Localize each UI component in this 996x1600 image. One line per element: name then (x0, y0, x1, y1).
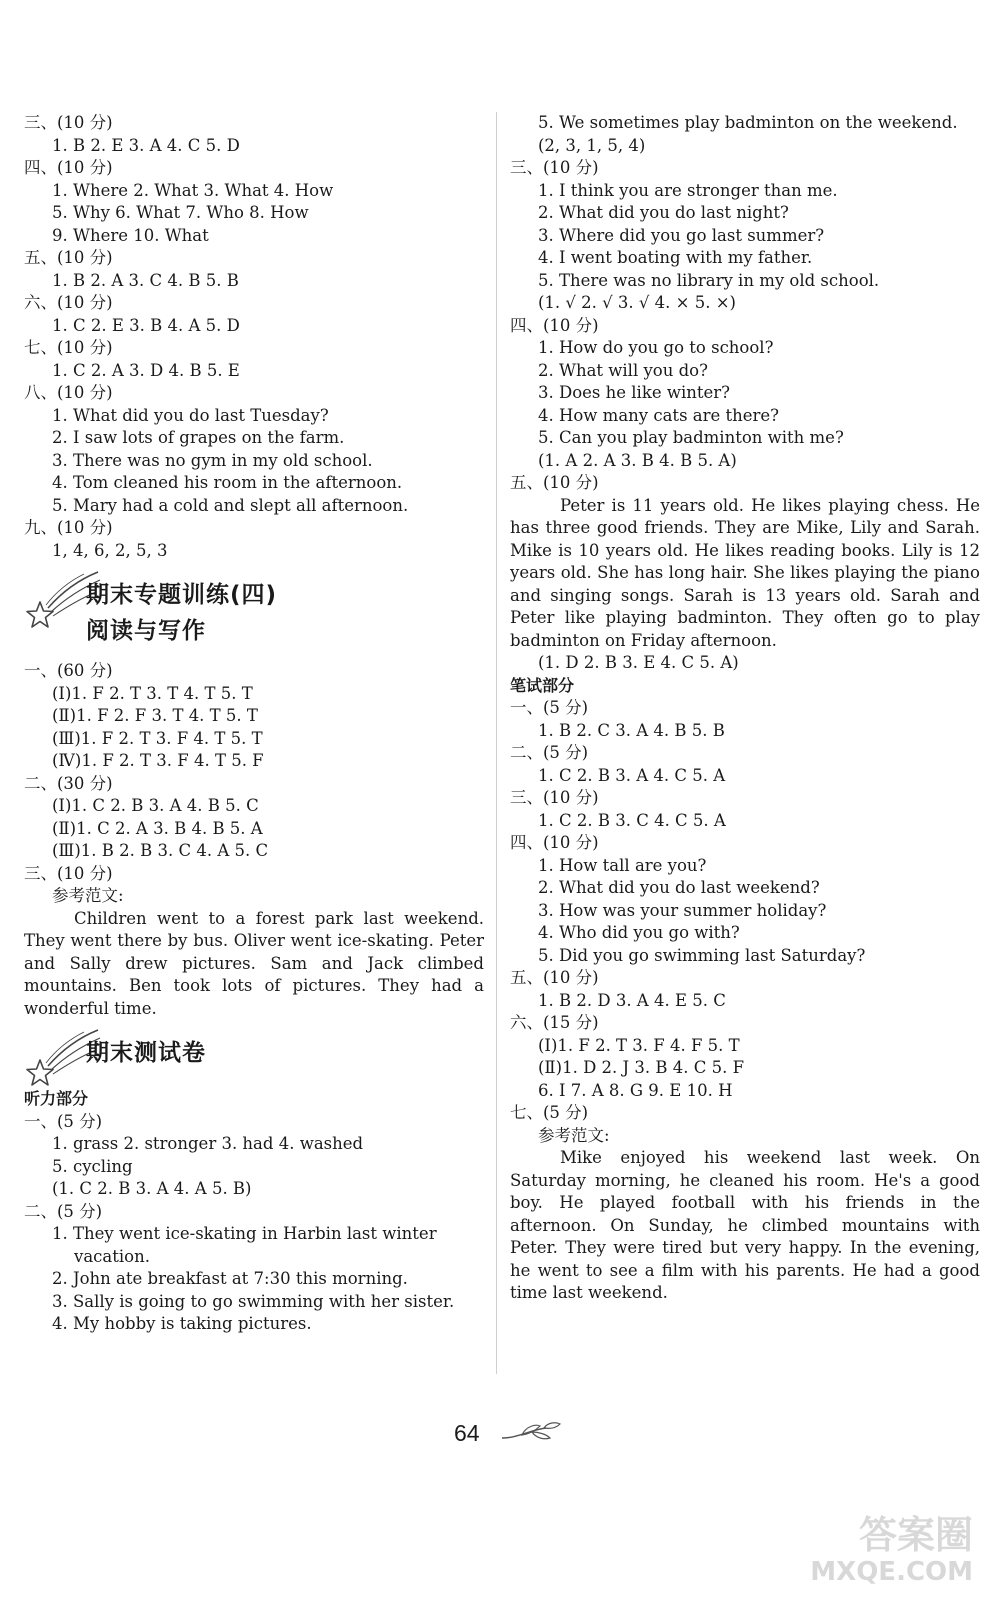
answer-line: 4. Who did you go with? (538, 923, 740, 942)
question-heading: 二、(5 分) (510, 743, 589, 762)
answer-line: 1. B 2. A 3. C 4. B 5. B (52, 270, 239, 290)
watermark-line2: MXQE.COM (810, 1557, 973, 1586)
answer-line: 3. Sally is going to go swimming with her sister. (52, 1291, 455, 1311)
answer-line: 5. Did you go swimming last Saturday? (538, 945, 866, 965)
section-title (24, 1026, 484, 1084)
answer-line: 1. C 2. A 3. D 4. B 5. E (52, 360, 240, 380)
answer-line: 1. C 2. B 3. A 4. C 5. A (538, 765, 726, 785)
answer-line: 1. I think you are stronger than me. (538, 180, 838, 200)
answer-line: 5. Mary had a cold and slept all afternoon. (52, 495, 409, 515)
answer-line: 3. How was your summer holiday? (538, 900, 827, 920)
answer-line: 5. Why 6. What 7. Who 8. How (52, 203, 309, 222)
question-heading: 五、(10 分) (510, 968, 599, 987)
question-heading: 三、(10 分) (24, 863, 113, 883)
answer-line: (Ⅰ)1. F 2. T 3. F 4. F 5. T (538, 1035, 740, 1055)
answer-line: (2, 3, 1, 5, 4) (538, 135, 646, 155)
answer-line: 2. What will you do? (538, 360, 708, 380)
answer-line: 1. C 2. B 3. C 4. C 5. A (538, 810, 726, 830)
question-heading: 八、(10 分) (24, 383, 113, 402)
answer-line: 6. I 7. A 8. G 9. E 10. H (538, 1080, 733, 1100)
answer-line: (Ⅳ)1. F 2. T 3. F 4. T 5. F (52, 751, 264, 770)
sample-essay: Children went to a forest park last weekend. They went there by bus. Oliver went ice-skating. Peter and Sally drew pictures. Sam and Jack climbed mountains. Ben took lots of pictures. They had a wonderful time. (24, 908, 484, 1018)
answer-line: (Ⅱ)1. C 2. A 3. B 4. B 5. A (52, 818, 263, 838)
answer-line: 1. grass 2. stronger 3. had 4. washed (52, 1134, 364, 1153)
answer-line: (1. C 2. B 3. A 4. A 5. B) (52, 1179, 252, 1198)
column-divider (496, 112, 497, 1374)
answer-line: 1. What did you do last Tuesday? (52, 405, 329, 425)
page-number: 64 (454, 1420, 480, 1446)
answer-line: vacation. (74, 1246, 150, 1266)
answer-line: 2. I saw lots of grapes on the farm. (52, 428, 345, 447)
answer-line: 5. Can you play badminton with me? (538, 428, 844, 447)
question-heading: 二、(5 分) (24, 1201, 103, 1221)
left-column (24, 112, 484, 1336)
answer-line: 2. What did you do last weekend? (538, 878, 820, 897)
site-watermark (728, 1506, 978, 1586)
answer-line: 1. How tall are you? (538, 855, 707, 875)
answer-line: 4. I went boating with my father. (538, 248, 813, 267)
question-heading: 七、(10 分) (24, 338, 113, 357)
answer-line: (Ⅰ)1. F 2. T 3. T 4. T 5. T (52, 683, 253, 703)
answer-line: (1. √ 2. √ 3. √ 4. × 5. ×) (538, 293, 736, 312)
question-heading: 一、(5 分) (510, 698, 589, 717)
question-heading: 一、(60 分) (24, 661, 113, 680)
section-title-line1: 期末专题训练(四) (86, 582, 278, 608)
answer-line: (Ⅰ)1. C 2. B 3. A 4. B 5. C (52, 796, 259, 815)
answer-line: 1. B 2. D 3. A 4. E 5. C (538, 990, 726, 1010)
answer-line: 1. They went ice-skating in Harbin last winter (52, 1224, 437, 1243)
section-title-line2: 阅读与写作 (86, 618, 206, 644)
question-heading: 五、(10 分) (510, 473, 599, 492)
watermark-line1: 答案圈 (858, 1513, 973, 1557)
answer-line: 3. There was no gym in my old school. (52, 450, 373, 470)
answer-line: 1. B 2. E 3. A 4. C 5. D (52, 135, 240, 155)
answer-line: 1. Where 2. What 3. What 4. How (52, 180, 334, 200)
answer-line: 4. My hobby is taking pictures. (52, 1314, 312, 1333)
answer-line: (Ⅱ)1. F 2. F 3. T 4. T 5. T (52, 706, 258, 725)
question-heading: 二、(30 分) (24, 773, 113, 793)
answer-line: 1. How do you go to school? (538, 338, 774, 357)
question-heading: 四、(10 分) (510, 833, 599, 852)
answer-line: 5. We sometimes play badminton on the weekend. (538, 113, 958, 132)
answer-line: (1. D 2. B 3. E 4. C 5. A) (538, 653, 739, 672)
answer-line: 参考范文: (52, 886, 124, 905)
section-title (24, 568, 484, 656)
question-heading: 四、(10 分) (510, 315, 599, 335)
answer-line: 1. C 2. E 3. B 4. A 5. D (52, 315, 240, 335)
question-heading: 七、(5 分) (510, 1103, 589, 1122)
part-subheading: 听力部分 (24, 1089, 89, 1108)
answer-line: 2. John ate breakfast at 7:30 this morning. (52, 1269, 408, 1288)
sample-essay: Mike enjoyed his weekend last week. On Saturday morning, he cleaned his room. He's a good boy. He played football with his friends in the afternoon. On Sunday, he climbed mountains with Peter. They were tired but very happy. In the evening, he went to see a film with his parents. He had a good time last weekend. (510, 1148, 980, 1302)
sample-essay: Peter is 11 years old. He likes playing chess. He has three good friends. They are Mike, Lily and Sarah. Mike is 10 years old. He likes reading books. Lily is 12 years old. She has long hair. She likes playing the piano and singing songs. Sarah is 13 years old. Sarah and Peter like playing badminton. They often go to play badminton on Friday afternoon. (510, 495, 980, 650)
answer-line: 5. There was no library in my old school. (538, 270, 880, 290)
question-heading: 三、(10 分) (24, 113, 113, 132)
leaf-ornament-icon (500, 1420, 570, 1446)
answer-line: 参考范文: (538, 1125, 610, 1145)
answer-line: 9. Where 10. What (52, 225, 209, 245)
answer-line: 4. Tom cleaned his room in the afternoon. (52, 473, 403, 492)
question-heading: 九、(10 分) (24, 518, 113, 537)
question-heading: 六、(15 分) (510, 1013, 599, 1032)
right-column (510, 112, 980, 1305)
answer-line: (Ⅱ)1. D 2. J 3. B 4. C 5. F (538, 1058, 745, 1077)
answer-line: 2. What did you do last night? (538, 203, 789, 222)
question-heading: 三、(10 分) (510, 788, 599, 807)
question-heading: 四、(10 分) (24, 158, 113, 177)
question-heading: 六、(10 分) (24, 293, 113, 312)
question-heading: 三、(10 分) (510, 158, 599, 177)
section-title-line1: 期末测试卷 (86, 1040, 206, 1066)
part-subheading: 笔试部分 (510, 675, 575, 695)
answer-line: 5. cycling (52, 1156, 133, 1176)
answer-line: (Ⅲ)1. F 2. T 3. F 4. T 5. T (52, 728, 263, 748)
question-heading: 一、(5 分) (24, 1111, 103, 1131)
answer-line: 3. Where did you go last summer? (538, 225, 825, 245)
answer-line: 4. How many cats are there? (538, 405, 780, 425)
question-heading: 五、(10 分) (24, 248, 113, 267)
answer-line: 1. B 2. C 3. A 4. B 5. B (538, 720, 725, 740)
answer-line: 1, 4, 6, 2, 5, 3 (52, 540, 168, 560)
answer-line: (1. A 2. A 3. B 4. B 5. A) (538, 450, 737, 470)
answer-line: 3. Does he like winter? (538, 383, 730, 402)
answer-line: (Ⅲ)1. B 2. B 3. C 4. A 5. C (52, 841, 269, 860)
